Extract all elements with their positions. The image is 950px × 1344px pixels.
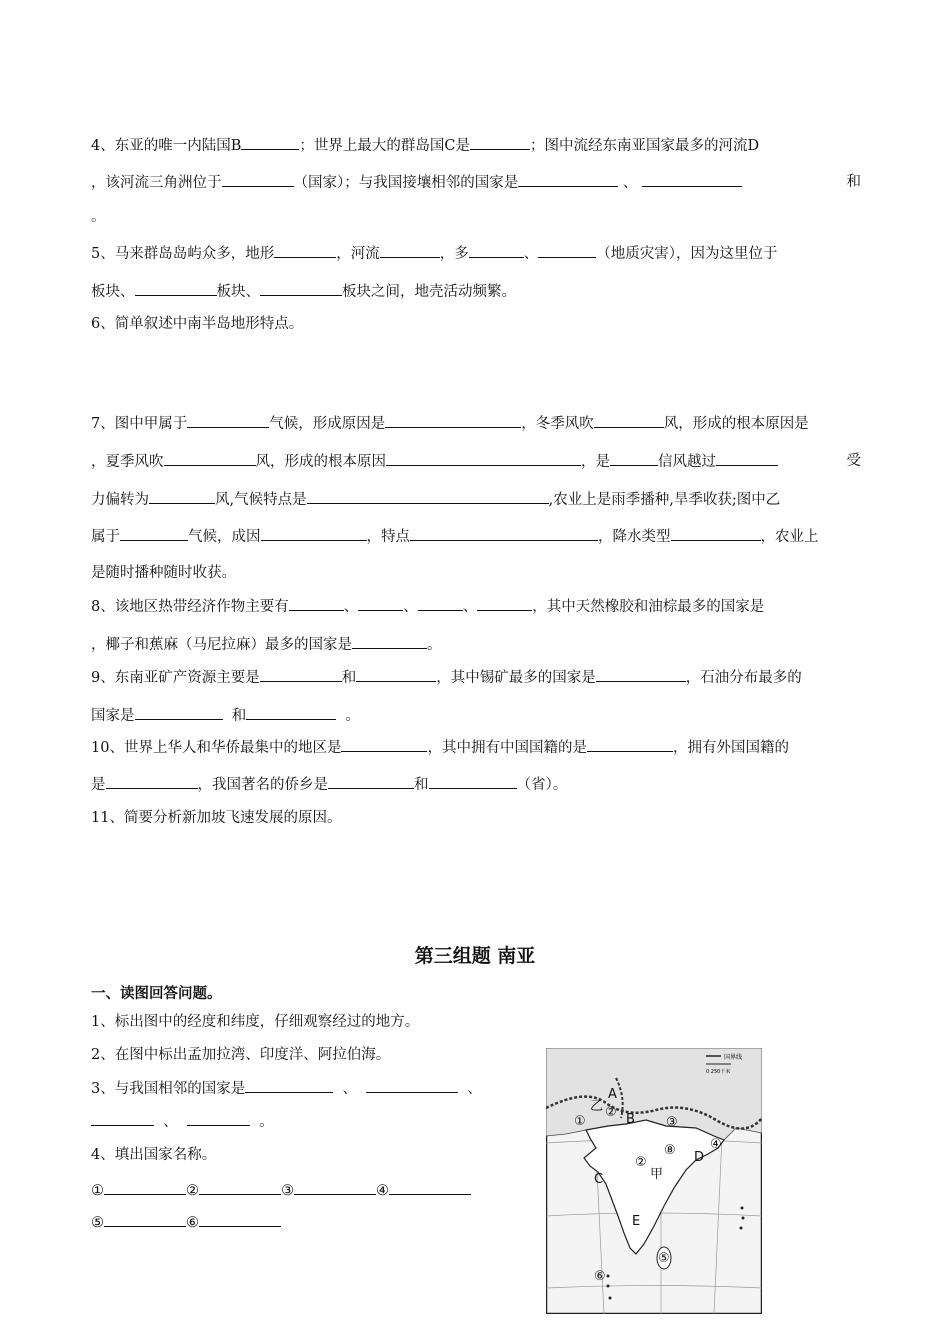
- map-label-d: D: [694, 1150, 705, 1165]
- q7-line4: 属于 气候，成因 ，特点 ，降水类型 ，农业上: [91, 526, 861, 547]
- q10-line2: 是 ，我国著名的侨乡是 和 （省）。: [91, 774, 567, 795]
- q7-line5: 是随时播种随时收获。: [91, 565, 236, 581]
- map-label-4: ④: [710, 1137, 722, 1152]
- map-label-3: ③: [666, 1115, 678, 1130]
- q5-line2: 板块、 板块、 板块之间，地壳活动频繁。: [91, 281, 516, 302]
- map-label-5: ⑤: [658, 1251, 670, 1266]
- section-heading: 一、读图回答问题。: [91, 986, 222, 1002]
- s3-line2: 、 。: [91, 1111, 274, 1132]
- s1: 1、标出图中的经度和纬度，仔细观察经过的地方。: [91, 1014, 420, 1030]
- q8-line1: 8、该地区热带经济作物主要有 、 、 、 ，其中天然橡胶和油棕最多的国家是: [91, 596, 861, 617]
- s3-line1: 3、与我国相邻的国家是 、 、: [91, 1078, 482, 1099]
- s4: 4、填出国家名称。: [91, 1147, 217, 1163]
- map-label-e: E: [632, 1214, 641, 1229]
- s2: 2、在图中标出孟加拉湾、印度洋、阿拉伯海。: [91, 1047, 391, 1063]
- s4-blanks-row2: ⑤ ⑥: [91, 1212, 281, 1233]
- q9-line1: 9、东南亚矿产资源主要是 和 ，其中锡矿最多的国家是 ，石油分布最多的: [91, 667, 861, 688]
- q4-line3: 。: [91, 209, 106, 225]
- map-label-b: B: [626, 1112, 635, 1127]
- q7-line1: 7、图中甲属于 气候，形成原因是 ，冬季风吹 风，形成的根本原因是: [91, 413, 861, 434]
- q4-line2: ，该河流三角洲位于 （国家）；与我国接壤相邻的国家是 、 和: [91, 174, 861, 191]
- map-label-a: A: [608, 1087, 617, 1102]
- map-label-2a: ②: [605, 1105, 617, 1120]
- q9-line2: 国家是 和 。: [91, 705, 360, 726]
- q6: 6、简单叙述中南半岛地形特点。: [91, 316, 304, 332]
- south-asia-map: [546, 1048, 762, 1314]
- q5-line1: 5、马来群岛岛屿众多，地形 ，河流 ，多 、 （地质灾害），因为这里位于: [91, 243, 861, 264]
- q7-line2: ，夏季风吹 风，形成的根本原因 ，是 信风越过 受: [91, 453, 861, 470]
- svg-text:0 250千米: 0 250千米: [706, 1069, 731, 1075]
- map-label-yi: 乙: [590, 1099, 604, 1114]
- svg-text:国界线: 国界线: [724, 1054, 743, 1061]
- map-label-2b: ②: [635, 1155, 647, 1170]
- q11: 11、简要分析新加坡飞速发展的原因。: [91, 810, 342, 826]
- map-label-8: ⑧: [664, 1143, 676, 1158]
- map-label-1: ①: [574, 1114, 586, 1129]
- section-title: 第三组题 南亚: [414, 945, 536, 967]
- map-label-jia: 甲: [650, 1167, 664, 1182]
- q10-line1: 10、世界上华人和华侨最集中的地区是 ，其中拥有中国国籍的是 ，拥有外国国籍的: [91, 737, 861, 758]
- q7-line3: 力偏转为 风,气候特点是 ,农业上是雨季播种,旱季收获;图中乙: [91, 489, 861, 510]
- map-label-6: ⑥: [594, 1269, 606, 1284]
- s4-blanks-row1: ① ② ③ ④: [91, 1180, 471, 1201]
- q8-line2: ，椰子和蕉麻（马尼拉麻）最多的国家是 。: [91, 634, 442, 655]
- q4-line1: 4、东亚的唯一内陆国B ；世界上最大的群岛国C是 ；图中流经东南亚国家最多的河流D: [91, 135, 861, 156]
- map-label-c: C: [594, 1172, 604, 1187]
